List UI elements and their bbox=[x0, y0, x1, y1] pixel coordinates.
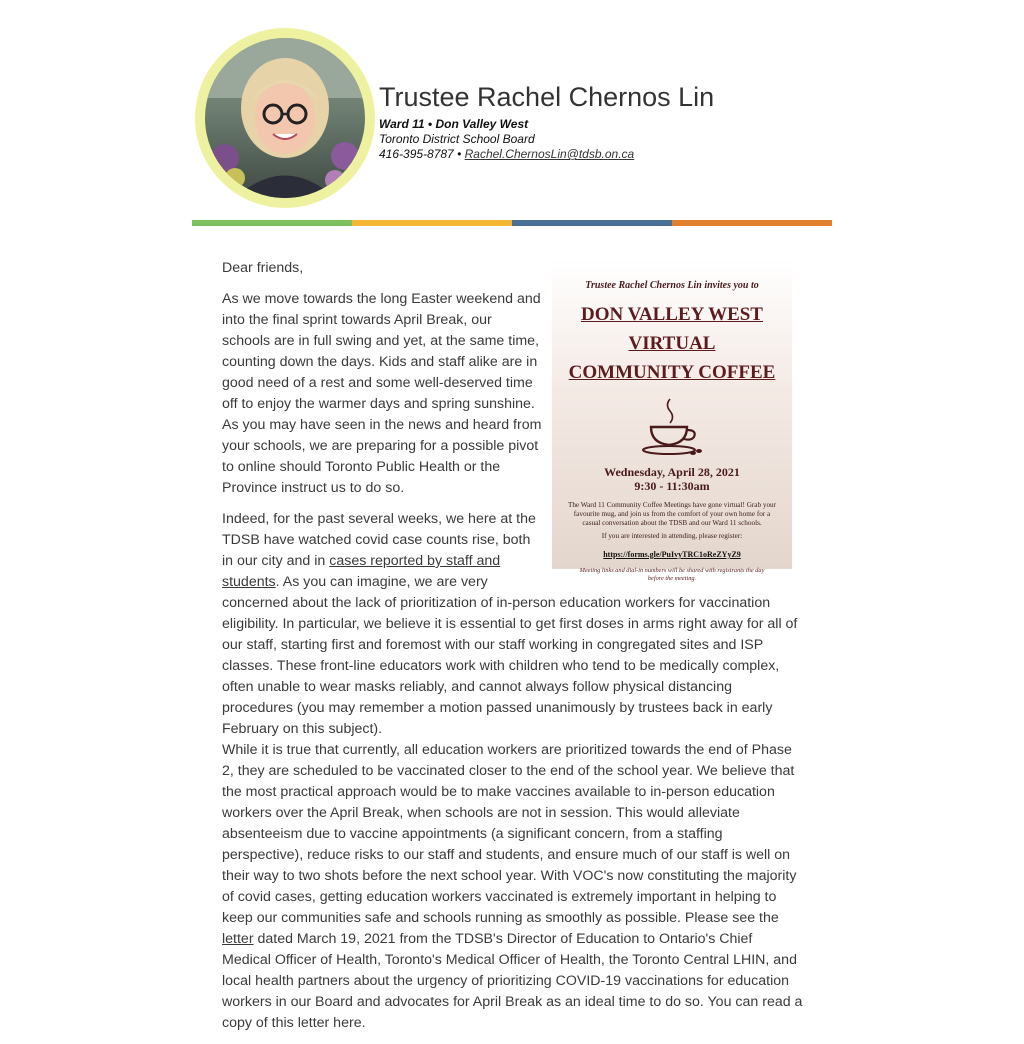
color-divider bbox=[192, 220, 832, 226]
flyer-invite: Trustee Rachel Chernos Lin invites you to bbox=[585, 280, 759, 291]
flyer-date: Wednesday, April 28, 2021 bbox=[604, 465, 740, 479]
divider-segment-yellow bbox=[352, 220, 512, 226]
divider-segment-orange bbox=[672, 220, 832, 226]
trustee-photo bbox=[205, 38, 365, 198]
paragraph-easter: As we move towards the long Easter weekend and into the final sprint towards April Break, our schools are in full swing and yet, at the same time, counting down the days. Kids and staff alike are in good need of a rest and some well-deserved time off to enjoy the warmer days and spring sunshine. As you may have seen in the news and heard from your schools, we are preparing for a possible pivot to online should Toronto Public Health or the Province instruct us to do so. bbox=[222, 291, 542, 496]
newsletter-body bbox=[222, 258, 804, 1044]
divider-segment-blue bbox=[512, 220, 672, 226]
flyer-time: 9:30 - 11:30am bbox=[634, 479, 710, 493]
letter-link[interactable]: letter bbox=[222, 931, 254, 947]
divider-segment-green bbox=[192, 220, 352, 226]
flyer-title-line: COMMUNITY COFFEE bbox=[568, 362, 776, 383]
flyer-title-line: VIRTUAL bbox=[628, 333, 716, 354]
coffee-cup-icon bbox=[637, 395, 707, 459]
paragraph-vaccination bbox=[222, 740, 804, 1034]
flyer-title-line: DON VALLEY WEST bbox=[581, 304, 763, 325]
greeting: Dear friends, bbox=[222, 260, 304, 276]
flyer-registration-link[interactable]: https://forms.gle/PuIvyTRC1oReZYyZ9 bbox=[603, 550, 741, 559]
paragraph-text: . As you can imagine, we are very concerned about the lack of prioritization of in-person education workers for vaccination eligibility. In particular, we believe it is essential to get first doses in arms right away for all of our staff, starting first and foremost with our staff working in congregated sites and ISP classes. These front-line educators work with children who tend to be medically complex, often unable to wear masks reliably, and cannot always follow physical distancing procedures (you may remember a motion passed unanimously by trustees back in early February on this subject). bbox=[222, 574, 798, 737]
trustee-name: Trustee Rachel Chernos Lin bbox=[379, 82, 715, 112]
ward-line: Ward 11 • Don Valley West bbox=[379, 117, 529, 131]
community-coffee-flyer[interactable] bbox=[552, 259, 792, 582]
trustee-avatar bbox=[195, 28, 375, 208]
contact-line bbox=[379, 147, 714, 162]
phone-number: 416-395-8787 • bbox=[379, 147, 465, 161]
cases-reported-link[interactable]: cases reported by staff and students bbox=[222, 553, 501, 590]
email-link[interactable]: Rachel.ChernosLin@tdsb.on.ca bbox=[464, 147, 635, 161]
flyer-register-text: If you are interested in attending, please register: bbox=[601, 532, 743, 540]
paragraph-text: dated March 19, 2021 from the TDSB's Director of Education to Ontario's Chief Medical Officer of Health, Toronto's Medical Officer of Health, the Toronto Central LHIN, and local health partners about the urgency of prioritizing COVID-19 vaccinations for education workers in our Board and advocates for April Break as an ideal time to do so. You can read a copy of this letter here. bbox=[222, 931, 803, 1031]
board-line: Toronto District School Board bbox=[379, 132, 535, 146]
signature-block bbox=[379, 81, 714, 162]
paragraph-text: While it is true that currently, all education workers are prioritized towards the end of Phase 2, they are scheduled to be vaccinated closer to the end of the school year. We believe that the most practical approach would be to make vaccines available to in-person education workers over the April Break, when schools are not in session. This would alleviate absenteeism due to vaccine appointments (a significant concern, from a staffing perspective), reduce risks to our staff and students, and ensure much of our staff is well on their way to two shots before the next school year. With VOC's now constituting the majority of covid cases, getting education workers vaccinated is extremely important in helping to keep our communities safe and schools running as smoothly as possible. Please see the bbox=[222, 742, 797, 926]
paragraph-text: Indeed, for the past several weeks, we here at the TDSB have watched covid case counts rise, both in our city and in bbox=[222, 511, 536, 569]
portrait-illustration bbox=[205, 38, 365, 198]
flyer-note: Meeting links and dial-in numbers will be shared with registrants the day before the meeting. bbox=[579, 567, 765, 582]
flyer-blurb: The Ward 11 Community Coffee Meetings have gone virtual! Grab your favourite mug, and join us from the comfort of your own home for a casual conversation about the TDSB and our Ward 11 schools. bbox=[567, 501, 777, 527]
